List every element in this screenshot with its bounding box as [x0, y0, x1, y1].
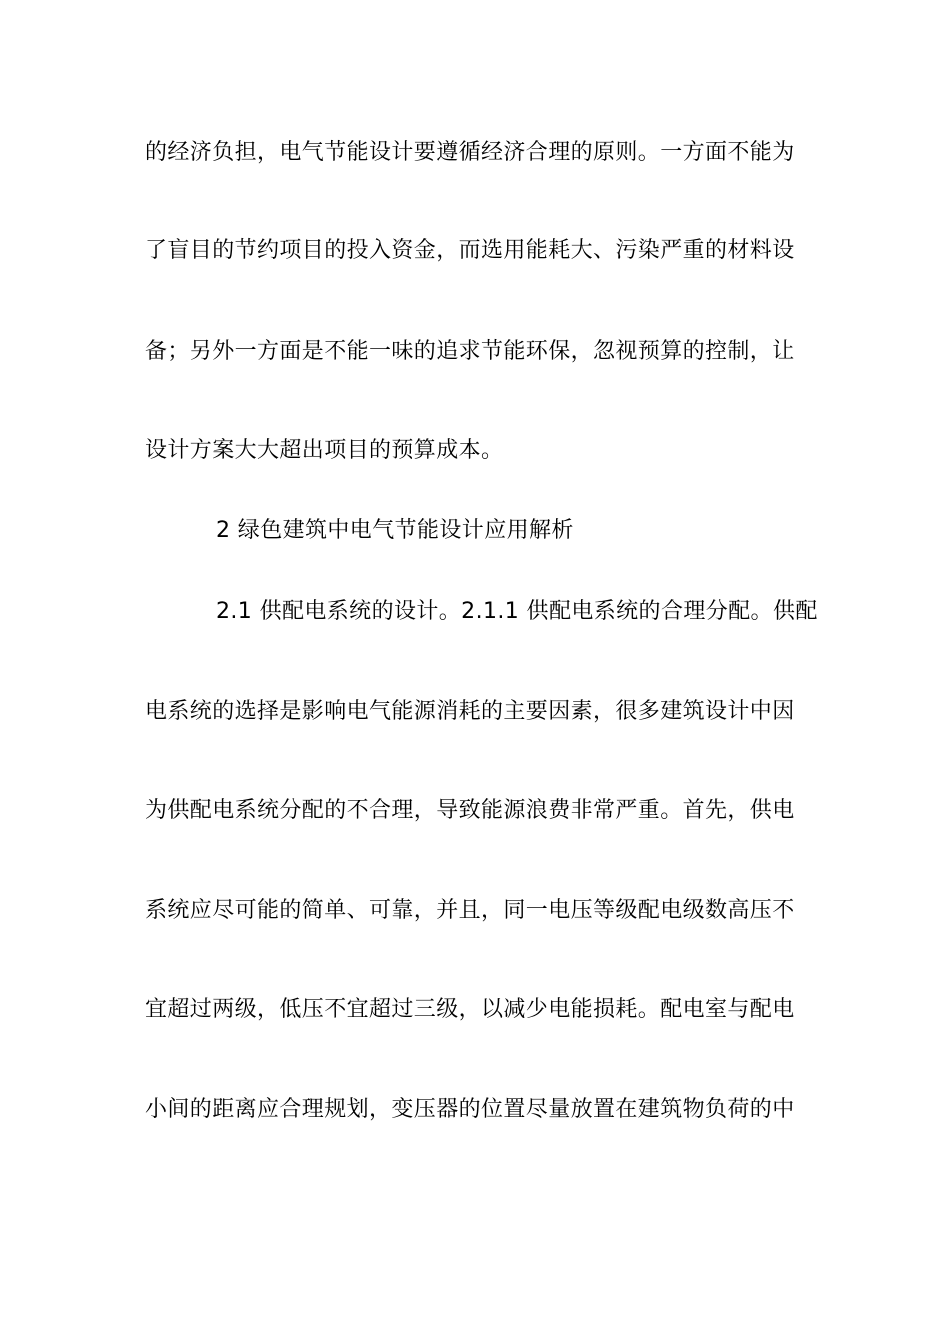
paragraph-2-line-3: 为供配电系统分配的不合理，导致能源浪费非常严重。首先，供电: [145, 798, 795, 823]
paragraph-2-line-6: 小间的距离应合理规划，变压器的位置尽量放置在建筑物负荷的中: [145, 1097, 795, 1122]
paragraph-2-line-4: 系统应尽可能的简单、可靠，并且，同一电压等级配电级数高压不: [145, 898, 795, 923]
paragraph-1-line-4: 设计方案大大超出项目的预算成本。: [145, 438, 504, 463]
paragraph-1-line-1: 的经济负担，电气节能设计要遵循经济合理的原则。一方面不能为: [145, 140, 795, 165]
section-heading: 2 绿色建筑中电气节能设计应用解析: [216, 518, 574, 543]
paragraph-1-line-3: 备；另外一方面是不能一味的追求节能环保，忽视预算的控制，让: [145, 339, 795, 364]
paragraph-2-line-1: 2.1 供配电系统的设计。2.1.1 供配电系统的合理分配。供配: [216, 599, 818, 624]
paragraph-1-line-2: 了盲目的节约项目的投入资金，而选用能耗大、污染严重的材料设: [145, 238, 795, 263]
paragraph-2-line-2: 电系统的选择是影响电气能源消耗的主要因素，很多建筑设计中因: [145, 699, 795, 724]
paragraph-2-line-5: 宜超过两级，低压不宜超过三级，以减少电能损耗。配电室与配电: [145, 997, 795, 1022]
